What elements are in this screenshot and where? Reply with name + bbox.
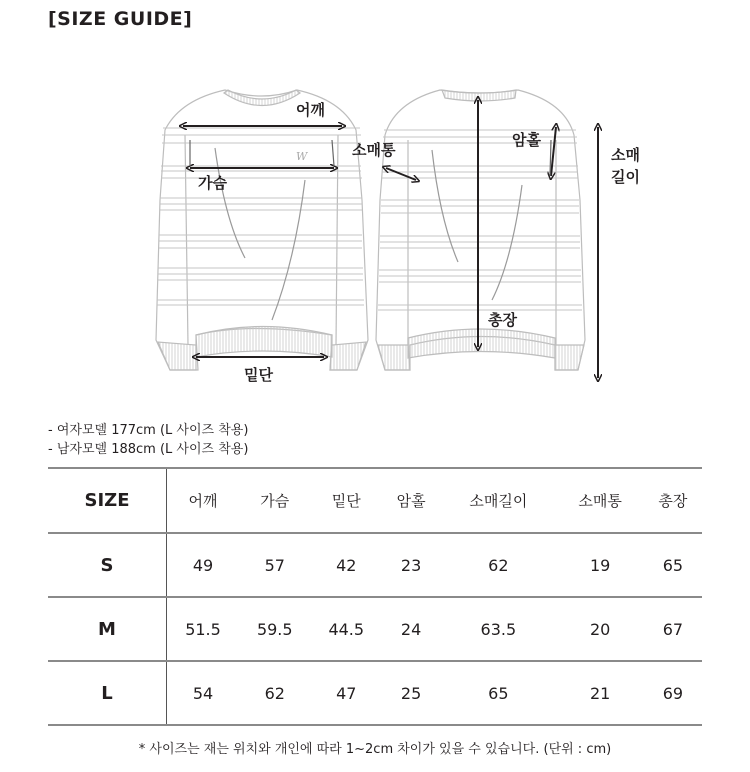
table-cell: 59.5 xyxy=(256,619,293,639)
size-cell: L xyxy=(48,661,167,725)
table-cell: 62 xyxy=(264,683,285,703)
model-note-female: - 여자모델 177cm (L 사이즈 착용) xyxy=(48,423,249,438)
header-chest: 가슴 xyxy=(260,492,290,510)
table-cell: 20 xyxy=(589,619,611,639)
table-cell: 63.5 xyxy=(480,619,517,639)
hem-label: 밑단 xyxy=(244,366,273,384)
sleeve-length-label-line2: 길이 xyxy=(611,168,640,186)
table-cell: 65 xyxy=(662,555,684,575)
table-cell: 51.5 xyxy=(185,619,221,639)
size-cell: M xyxy=(48,597,167,661)
size-cell: S xyxy=(48,533,167,597)
shoulder-label: 어깨 xyxy=(296,101,325,119)
table-cell: 62 xyxy=(488,555,509,575)
table-cell: 47 xyxy=(336,683,357,703)
table-cell: 24 xyxy=(400,619,422,639)
footnote: * 사이즈는 재는 위치와 개인에 따라 1~2cm 차이가 있을 수 있습니다. (단위 : cm) xyxy=(138,742,612,757)
table-cell: 57 xyxy=(264,555,285,575)
table-cell: 19 xyxy=(589,555,611,575)
table-cell: 69 xyxy=(662,683,684,703)
header-total-length: 총장 xyxy=(658,492,688,510)
table-cell: 65 xyxy=(488,683,509,703)
table-row xyxy=(48,597,702,661)
chest-label: 가슴 xyxy=(198,174,227,192)
back-sweater xyxy=(376,90,585,370)
armhole-label: 암홀 xyxy=(512,131,541,149)
page-title: [SIZE GUIDE] xyxy=(48,8,193,30)
table-cell: 67 xyxy=(662,619,684,639)
table-cell: 23 xyxy=(400,555,422,575)
logo-mark: W xyxy=(296,150,308,163)
model-note-male: - 남자모델 188cm (L 사이즈 착용) xyxy=(48,442,249,457)
table-cell: 25 xyxy=(400,683,422,703)
total-length-label: 총장 xyxy=(488,311,517,329)
table-cell: 44.5 xyxy=(328,619,365,639)
front-sweater xyxy=(156,90,368,370)
table-cell: 54 xyxy=(192,683,214,703)
table-cell: 42 xyxy=(336,555,357,575)
table-row xyxy=(48,661,702,725)
model-notes xyxy=(48,421,248,459)
header-hem: 밑단 xyxy=(331,492,361,510)
table-header-row xyxy=(48,468,702,533)
header-size: SIZE xyxy=(48,468,167,533)
header-shoulder: 어깨 xyxy=(188,492,218,510)
header-armhole: 암홀 xyxy=(396,492,426,510)
sleeve-width-label: 소매통 xyxy=(352,141,396,159)
header-sleeve-width: 소매통 xyxy=(578,492,622,510)
table-cell: 49 xyxy=(192,555,214,575)
header-sleeve-length: 소매길이 xyxy=(469,492,528,510)
size-table xyxy=(48,467,702,726)
sleeve-length-label-line1: 소매 xyxy=(611,146,640,164)
table-row xyxy=(48,533,702,597)
table-cell: 21 xyxy=(589,683,611,703)
